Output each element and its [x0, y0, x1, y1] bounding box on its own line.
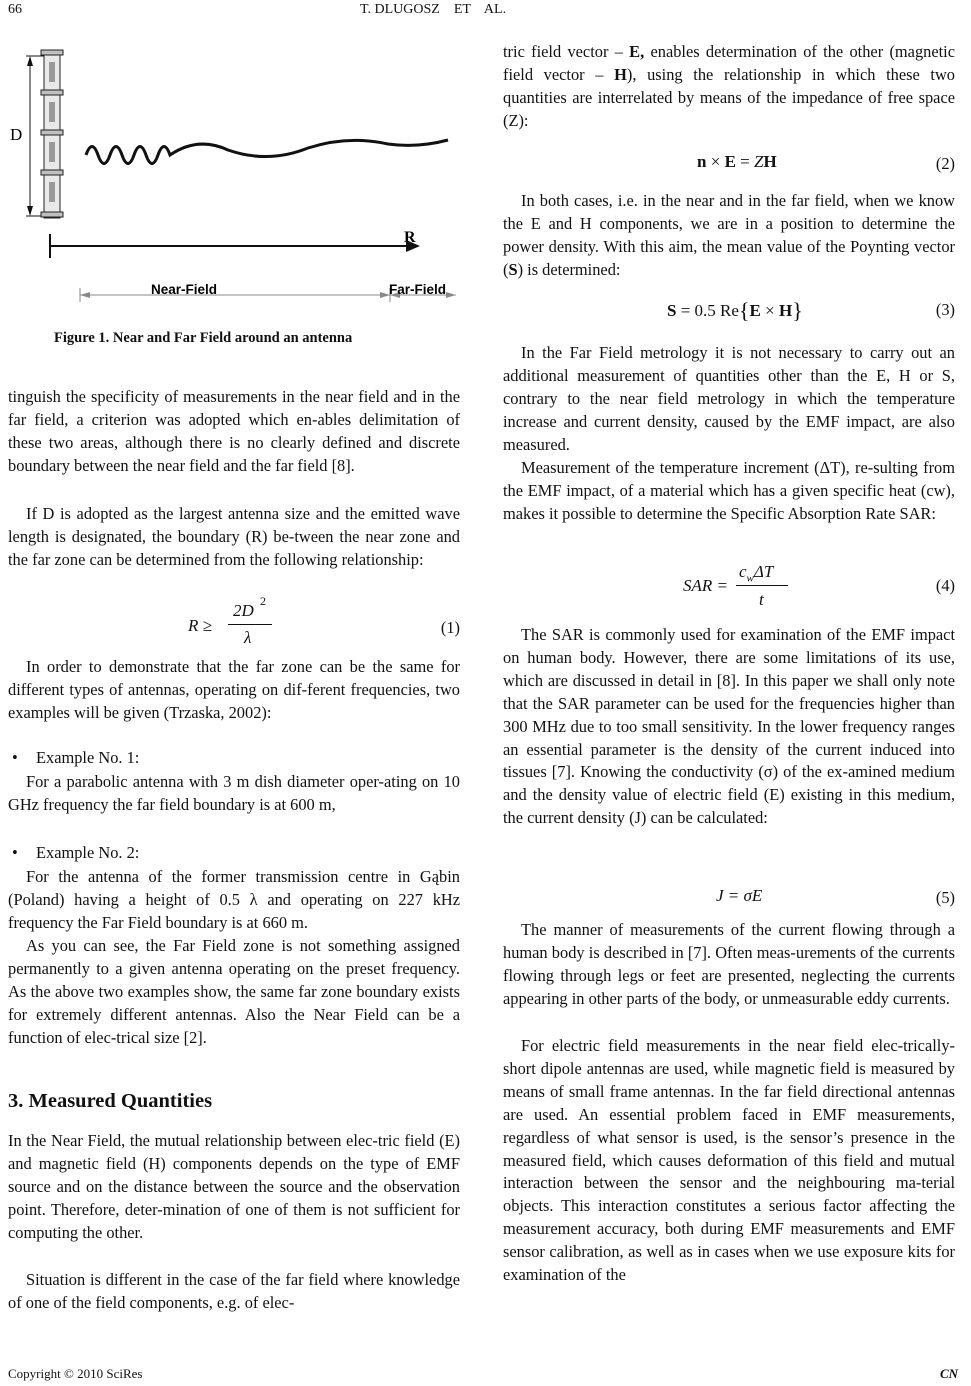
section-heading: 3. Measured Quantities — [8, 1090, 213, 1112]
paragraph: The manner of measurements of the current flowing through a human body is described in [7]. Often meas-urements of the currents flowing through legs or feet are presented, neglecting the currents appearing in other parts of the body, or unmeasurable eddy currents. — [503, 920, 955, 1008]
paragraph: In both cases, i.e. in the near and in the far field, when we know the E and H components, we are in a position to determine the power density. With this aim, the mean value of the Poynting vector (S) is determined: — [503, 191, 955, 279]
antenna-icon — [41, 50, 63, 218]
paragraph: tric field vector – E, enables determination of the other (magnetic field vector – H), using the relationship in which these two quantities are interrelated by means of the impedance of free space (Z): — [503, 42, 955, 130]
equation-5: J = σE (5) — [716, 886, 955, 907]
eq1-denominator: λ — [244, 628, 252, 647]
figure-label-near: Near-Field — [151, 282, 218, 297]
paragraph: In the Near Field, the mutual relationship between elec-tric field (E) and magnetic field (H) components depends on the type of EMF source and on the distance between the source and the observation point. Therefore, deter-mination of one of them is not sufficient for computing the other. — [8, 1131, 460, 1242]
figure-label-d: D — [10, 125, 23, 144]
bullet-icon: • — [12, 748, 18, 767]
eq1-lhs: R ≥ — [188, 616, 212, 635]
running-title: T. DLUGOSZ ET AL. — [360, 2, 507, 17]
wave-line — [86, 140, 448, 164]
paragraph: For electric field measurements in the near field elec-trically-short dipole antennas are used, while magnetic field is measured by means of small frame antennas. In the far field directional antennas are used. An essential problem faced in EMF measurements, regardless of what sensor is used, is the sensor’s presence in the measured field, which causes deformation of this field and mutual interaction between the sensor and the neighbouring ma-terial objects. This interaction constitutes a serious factor affecting the measurement accuracy, both during EMF measurements and EMF sensor calibration, as well as in cases when we use exposure kits for examination of the — [503, 1036, 955, 1285]
page-number: 66 — [8, 2, 22, 17]
paragraph: Situation is different in the case of the far field where knowledge of one of the field components, e.g. of elec- — [8, 1270, 460, 1312]
paragraph: In the Far Field metrology it is not necessary to carry out an additional measurement of quantities other than the E, H or S, contrary to the near field metrology in which the temperature increase and current density, caused by the EMF impact, are also measured. — [503, 343, 955, 454]
figure-label-r: R — [404, 229, 416, 246]
eq1-fraction-bar — [228, 624, 272, 625]
bullet-icon: • — [12, 843, 18, 862]
figure-label-far: Far-Field — [389, 282, 447, 297]
paragraph: Measurement of the temperature increment (ΔT), re-sulting from the EMF impact, of a material which has a given specific heat (cw), makes it possible to determine the Specific Absorption Rate SAR: — [503, 458, 955, 523]
equation-1 — [8, 594, 460, 654]
eq1-number: (1) — [440, 618, 460, 637]
eq4-lhs: SAR = — [683, 576, 728, 595]
eq5-number: (5) — [935, 888, 955, 907]
antenna-figure — [8, 40, 460, 320]
paragraph: For a parabolic antenna with 3 m dish diameter oper-ating on 10 GHz frequency the far field boundary is at 600 m, — [8, 772, 460, 814]
equation-3: S = 0.5 Re{E × H} (3) — [667, 298, 955, 323]
paragraph: In order to demonstrate that the far zone can be the same for different types of antennas, operating on dif-ferent frequencies, two examples will be given (Trzaska, 2002): — [8, 657, 460, 722]
paragraph: tinguish the specificity of measurements in the near field and in the far field, a criterion was adopted which en-ables delimitation of these two areas, although there is no clearly defined and discrete boundary between the near field and the far field [8]. — [8, 387, 460, 475]
equation-4 — [503, 560, 955, 616]
paragraph: If D is adopted as the largest antenna size and the emitted wave length is designated, the boundary (R) be-tween the near zone and the far zone can be determined from the following relationship: — [8, 504, 460, 569]
eq4-numerator: $c_w\Delta T$ — [739, 562, 774, 585]
paragraph: As you can see, the Far Field zone is not something assigned permanently to a given antenna operating on the preset frequency. As the above two examples show, the same far zone boundary exists for extremely different antennas. Also the Near Field can be a function of elec-trical size [2]. — [8, 936, 460, 1047]
figure-caption: Figure 1. Near and Far Field around an antenna — [54, 330, 353, 346]
eq4-denominator: t — [759, 590, 764, 609]
journal-abbrev: CN — [940, 1366, 959, 1381]
paragraph: For the antenna of the former transmission centre in Gąbin (Poland) having a height of 0.5 λ and operating on 227 kHz frequency the Far Field boundary is at 660 m. — [8, 867, 460, 932]
eq3-number: (3) — [935, 300, 955, 319]
paragraph: The SAR is commonly used for examination of the EMF impact on human body. However, there are some limitations of its use, which are discussed in detail in [8]. In this paper we shall only note that the SAR parameter can be used for the frequencies higher than 300 MHz due to too small sensitivity. In the lower frequency ranges an essential parameter is the density of the current induced into tissues [7]. Knowing the conductivity (σ) of the ex-amined medium and the density value of electric field (E) existing in this medium, the current density (J) can be calculated: — [503, 625, 955, 828]
eq1-sup: 2 — [260, 594, 266, 608]
copyright: Copyright © 2010 SciRes — [8, 1366, 143, 1381]
eq2-number: (2) — [935, 154, 955, 173]
eq1-numerator: 2D — [233, 601, 254, 620]
eq4-fraction-bar — [736, 585, 788, 586]
eq4-number: (4) — [935, 576, 955, 595]
equation-2: n × E = ZH (2) — [697, 152, 955, 173]
